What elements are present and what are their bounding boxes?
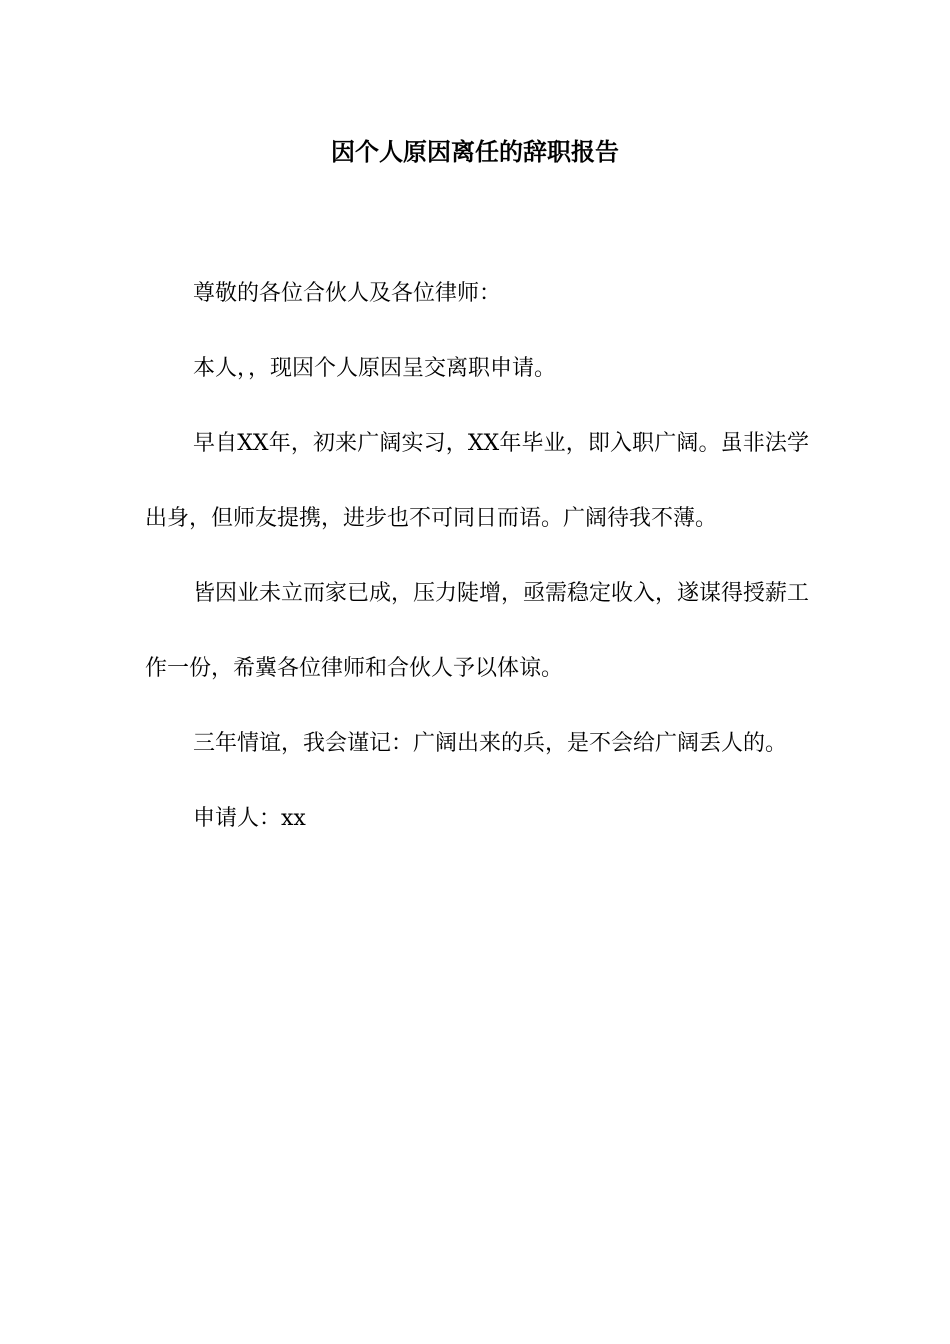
paragraph-3: 皆因业未立而家已成，压力陡增，亟需稳定收入，遂谋得授薪工作一份，希冀各位律师和合伙人予以体谅。 [145,581,810,681]
signature: 申请人：xx [193,806,306,831]
salutation: 尊敬的各位合伙人及各位律师： [193,281,502,306]
paragraph-2: 早自XX年，初来广阔实习，XX年毕业，即入职广阔。虽非法学出身，但师友提携，进步也不可同日而语。广阔待我不薄。 [145,431,809,531]
document-title: 因个人原因离任的辞职报告 [331,137,619,166]
document-body [145,256,809,856]
paragraph-1: 本人，，现因个人原因呈交离职申请。 [193,356,557,381]
paragraph-4: 三年情谊，我会谨记：广阔出来的兵，是不会给广阔丢人的。 [193,731,788,756]
